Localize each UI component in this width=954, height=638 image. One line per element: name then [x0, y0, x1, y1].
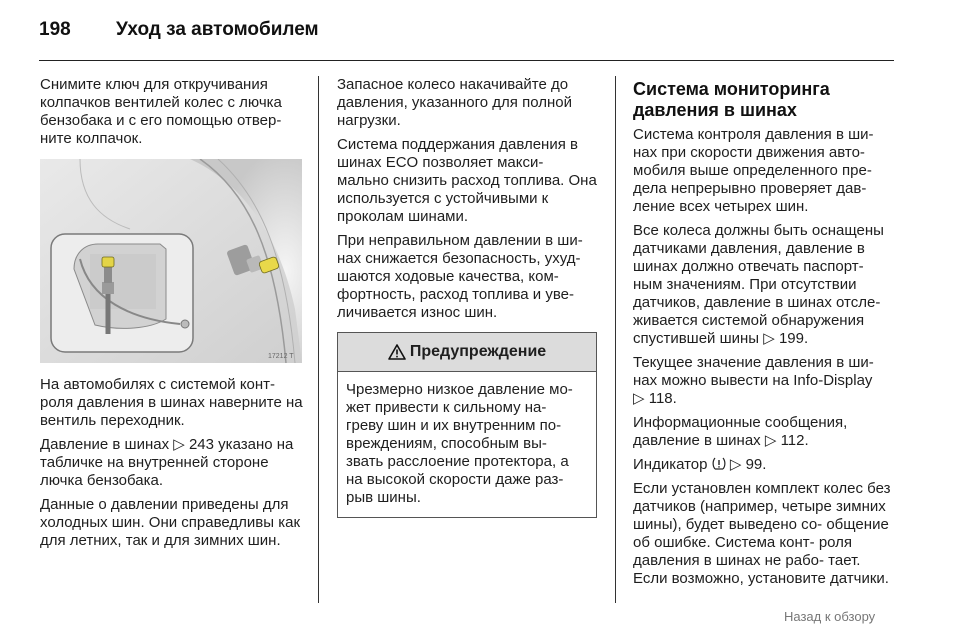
- page-ref-243[interactable]: 243: [188, 436, 214, 453]
- back-to-overview-link[interactable]: Назад к обзору: [784, 609, 876, 624]
- page-ref-arrow-icon[interactable]: ▷: [763, 330, 775, 347]
- warning-icon: [388, 344, 406, 360]
- column-1: [40, 76, 308, 556]
- column-divider-2: [615, 76, 616, 603]
- page-ref-arrow-icon[interactable]: ▷: [173, 436, 185, 453]
- pressure-text-end: указано на табличке на внутренней стороне лючка бензобака.: [40, 436, 294, 489]
- pressure-text: Давление в шинах: [40, 436, 170, 453]
- warning-text: Чрезмерно низкое давление мо- жет привести к сильному на- греву шин и их внутренним по- вреждениям, способным вы- звать расслоение протектора, а на высокой скорости даже раз- рыв шины.: [346, 381, 573, 506]
- chapter-title: Уход за автомобилем: [116, 19, 319, 40]
- info-display-paragraph: [633, 354, 897, 408]
- illustration-svg: [40, 159, 302, 363]
- page-ref-112[interactable]: 112.: [780, 432, 809, 449]
- tpms-intro-paragraph: Система контроля давления в ши- нах при скорости движения авто- мобиля выше определенного пре- дела непрерывно проверяет дав- ление всех четырех шин.: [633, 126, 874, 215]
- tyre-pressure-indicator-icon: [712, 457, 726, 470]
- sensors-paragraph: [633, 222, 897, 348]
- adapter-paragraph: На автомобилях с системой конт- роля давления в шинах наверните на вентиль переходник.: [40, 376, 303, 429]
- indicator-text: Индикатор: [633, 456, 708, 473]
- page-ref-arrow-icon[interactable]: ▷: [633, 390, 645, 407]
- column-2: [337, 76, 599, 518]
- pressure-paragraph: [40, 436, 308, 490]
- figure-code: 17212 T: [268, 353, 294, 360]
- page-ref-arrow-icon[interactable]: ▷: [729, 456, 742, 473]
- warning-title: Предупреждение: [409, 343, 547, 360]
- spare-wheel-paragraph: Запасное колесо накачивайте до давления, указанного для полной нагрузки.: [337, 76, 572, 129]
- warning-box: [337, 332, 597, 518]
- page-ref-199[interactable]: 199.: [778, 330, 809, 347]
- page-ref-arrow-icon[interactable]: ▷: [764, 432, 777, 449]
- page-ref-99[interactable]: 99.: [745, 456, 767, 473]
- column-3: [633, 76, 897, 594]
- warning-header: [338, 333, 596, 372]
- header-rule: [39, 60, 894, 61]
- eco-paragraph: Система поддержания давления в шинах ECO позволяет макси- мально снизить расход топлива. Она используется с устойчивыми к проколам шинами.: [337, 136, 597, 225]
- no-sensors-paragraph: Если установлен комплект колес без датчиков (например, четыре зимних шины), будет выведено со- общение об ошибке. Система конт- роля давления в шинах не рабо- тает. Если возможно, установите датчики.: [633, 480, 891, 587]
- cold-tyres-paragraph: Данные о давлении приведены для холодных шин. Они справедливы как для летних, так и для зимних шин.: [40, 496, 301, 549]
- intro-paragraph: Снимите ключ для откручивания колпачков вентилей колес с лючка бензобака и с его помощью отвер- ните колпачок.: [40, 76, 282, 147]
- sensors-text: Все колеса должны быть оснащены датчиками давления, давление в шинах должно отвечать паспорт- ным значениям. При отсутствии датчиков, давление в шинах отсле- живается системой обнаружения спустившей шины: [633, 222, 884, 347]
- page-header: [39, 19, 319, 41]
- page-ref-118[interactable]: 118.: [648, 390, 677, 407]
- section-title: Система мониторинга давления в шинах: [633, 79, 830, 120]
- wrong-pressure-paragraph: При неправильном давлении в ши- нах снижается безопасность, ухуд- шаются ходовые качества, ком- фортность, расход топлива и уве- личивается износ шин.: [337, 232, 583, 321]
- fuel-flap-illustration: [40, 159, 302, 363]
- page-number: 198: [39, 19, 71, 40]
- indicator-paragraph: [633, 456, 897, 474]
- messages-text: Информационные сообщения, давление в шинах: [633, 414, 848, 449]
- column-divider-1: [318, 76, 319, 603]
- messages-paragraph: [633, 414, 897, 450]
- info-display-text: Текущее значение давления в ши- нах можно вывести на Info-Display: [633, 354, 874, 389]
